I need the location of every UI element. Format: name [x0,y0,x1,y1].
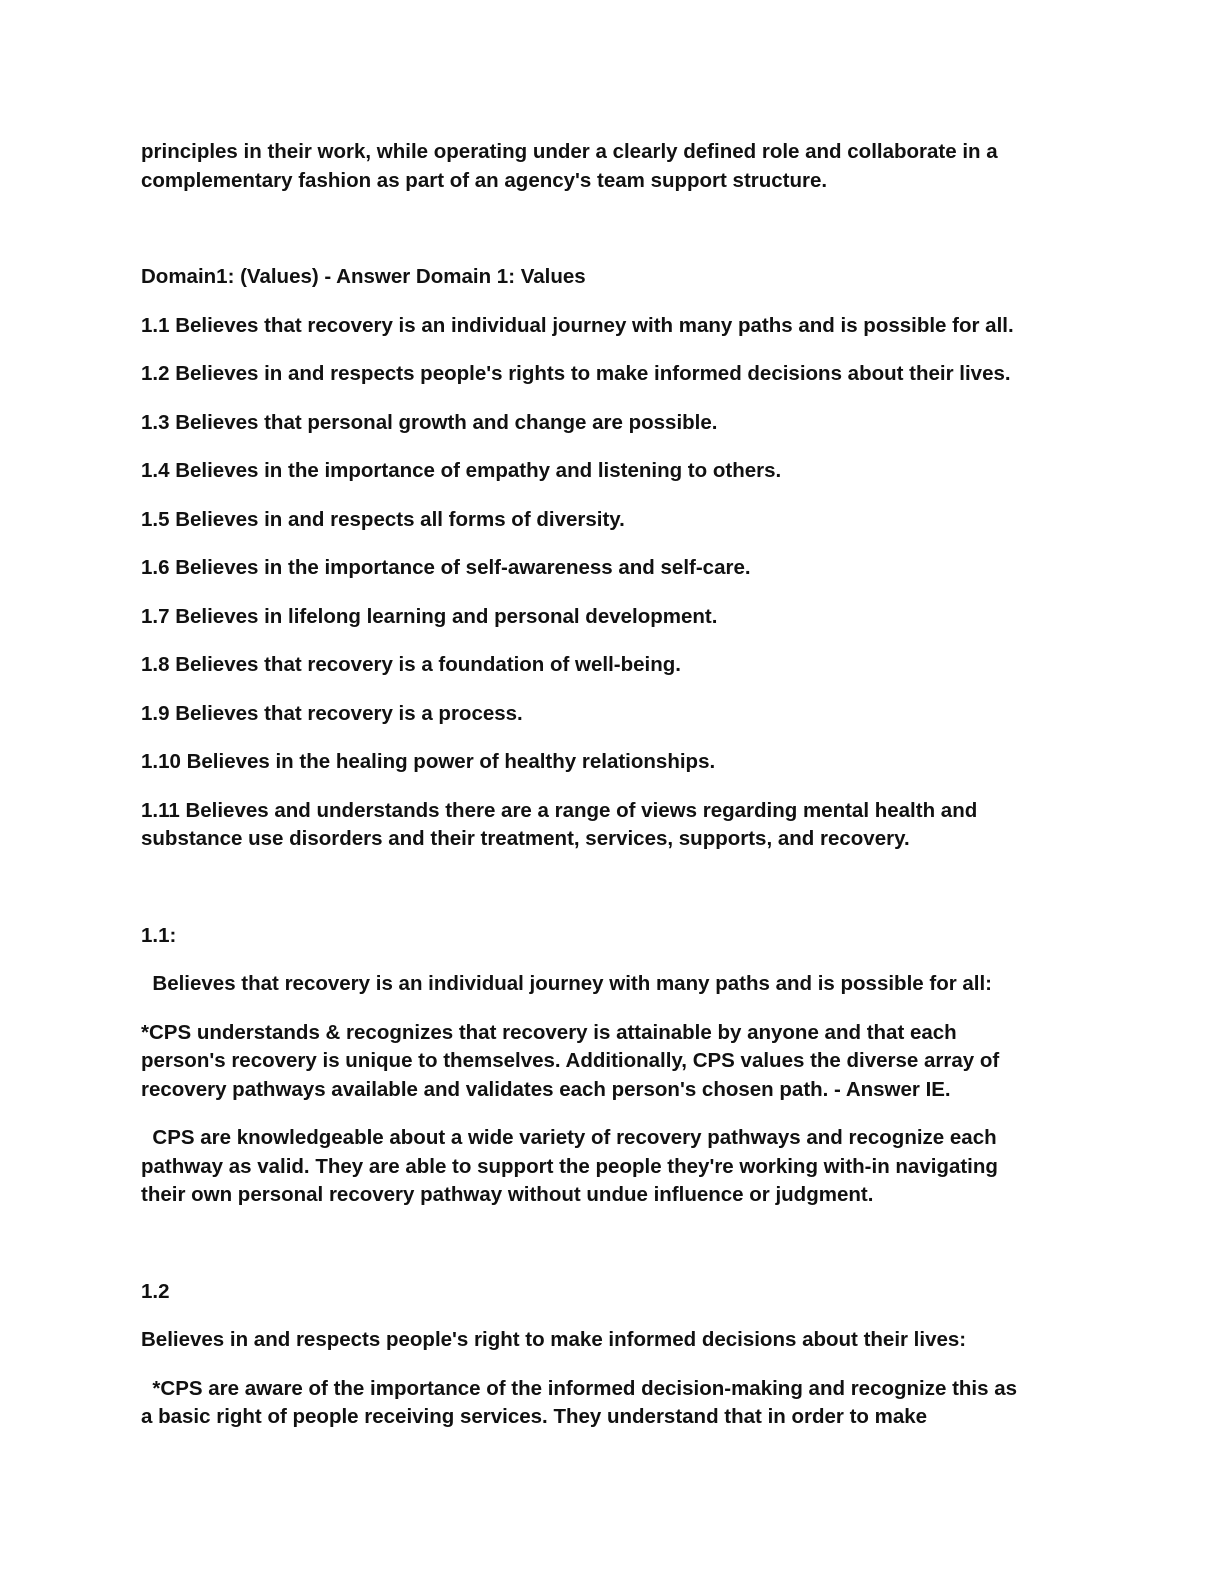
document-body [141,138,1086,1432]
section-1-1-para-2-line-2: pathway as valid. They are able to support the people they're working with-in navigating [141,1154,998,1178]
intro-line-2: complementary fashion as part of an agency's team support structure. [141,168,828,192]
section-1-2-para-1-line-2: a basic right of people receiving services. They understand that in order to make [141,1405,928,1428]
value-item-1-4: 1.4 Believes in the importance of empathy and listening to others. [141,459,782,482]
value-item-1-1: 1.1 Believes that recovery is an individual journey with many paths and is possible for all. [141,313,1014,337]
section-1-1-para-1-line-3: recovery pathways available and validates each person's chosen path. - Answer IE. [141,1077,951,1101]
section-1-2-para-1-line-1: *CPS are aware of the importance of the informed decision-making and recognize this as [141,1376,1018,1400]
value-item-1-2: 1.2 Believes in and respects people's rights to make informed decisions about their lives. [141,362,1011,385]
section-1-1-para-2-line-3: their own personal recovery pathway without undue influence or judgment. [141,1183,874,1206]
value-item-1-3: 1.3 Believes that personal growth and change are possible. [141,410,718,434]
section-1-1-para-1-line-1: *CPS understands & recognizes that recovery is attainable by anyone and that each [141,1020,957,1044]
value-item-1-5: 1.5 Believes in and respects all forms of diversity. [141,507,625,531]
domain-heading: Domain1: (Values) - Answer Domain 1: Values [141,265,586,288]
value-item-1-7: 1.7 Believes in lifelong learning and personal development. [141,604,718,628]
section-1-1-number: 1.1: [141,923,177,947]
value-item-1-10: 1.10 Believes in the healing power of healthy relationships. [141,750,716,773]
section-1-1-title: Believes that recovery is an individual journey with many paths and is possible for all: [141,972,993,995]
section-1-2-number: 1.2 [141,1279,170,1303]
value-item-1-6: 1.6 Believes in the importance of self-awareness and self-care. [141,556,751,579]
section-1-1-para-2-line-1: CPS are knowledgeable about a wide variety of recovery pathways and recognize each [141,1126,997,1149]
section-1-1-para-1-line-2: person's recovery is unique to themselves. Additionally, CPS values the diverse array of [141,1049,1000,1072]
value-item-1-8: 1.8 Believes that recovery is a foundation of well-being. [141,653,681,676]
value-item-1-11-line-2: substance use disorders and their treatment, services, supports, and recovery. [141,827,910,850]
value-item-1-11-line-1: 1.11 Believes and understands there are a range of views regarding mental health and [141,798,978,822]
section-1-2-title: Believes in and respects people's right to make informed decisions about their lives: [141,1328,967,1351]
value-item-1-9: 1.9 Believes that recovery is a process. [141,701,523,725]
intro-line-1: principles in their work, while operating under a clearly defined role and collaborate in a [141,140,998,163]
